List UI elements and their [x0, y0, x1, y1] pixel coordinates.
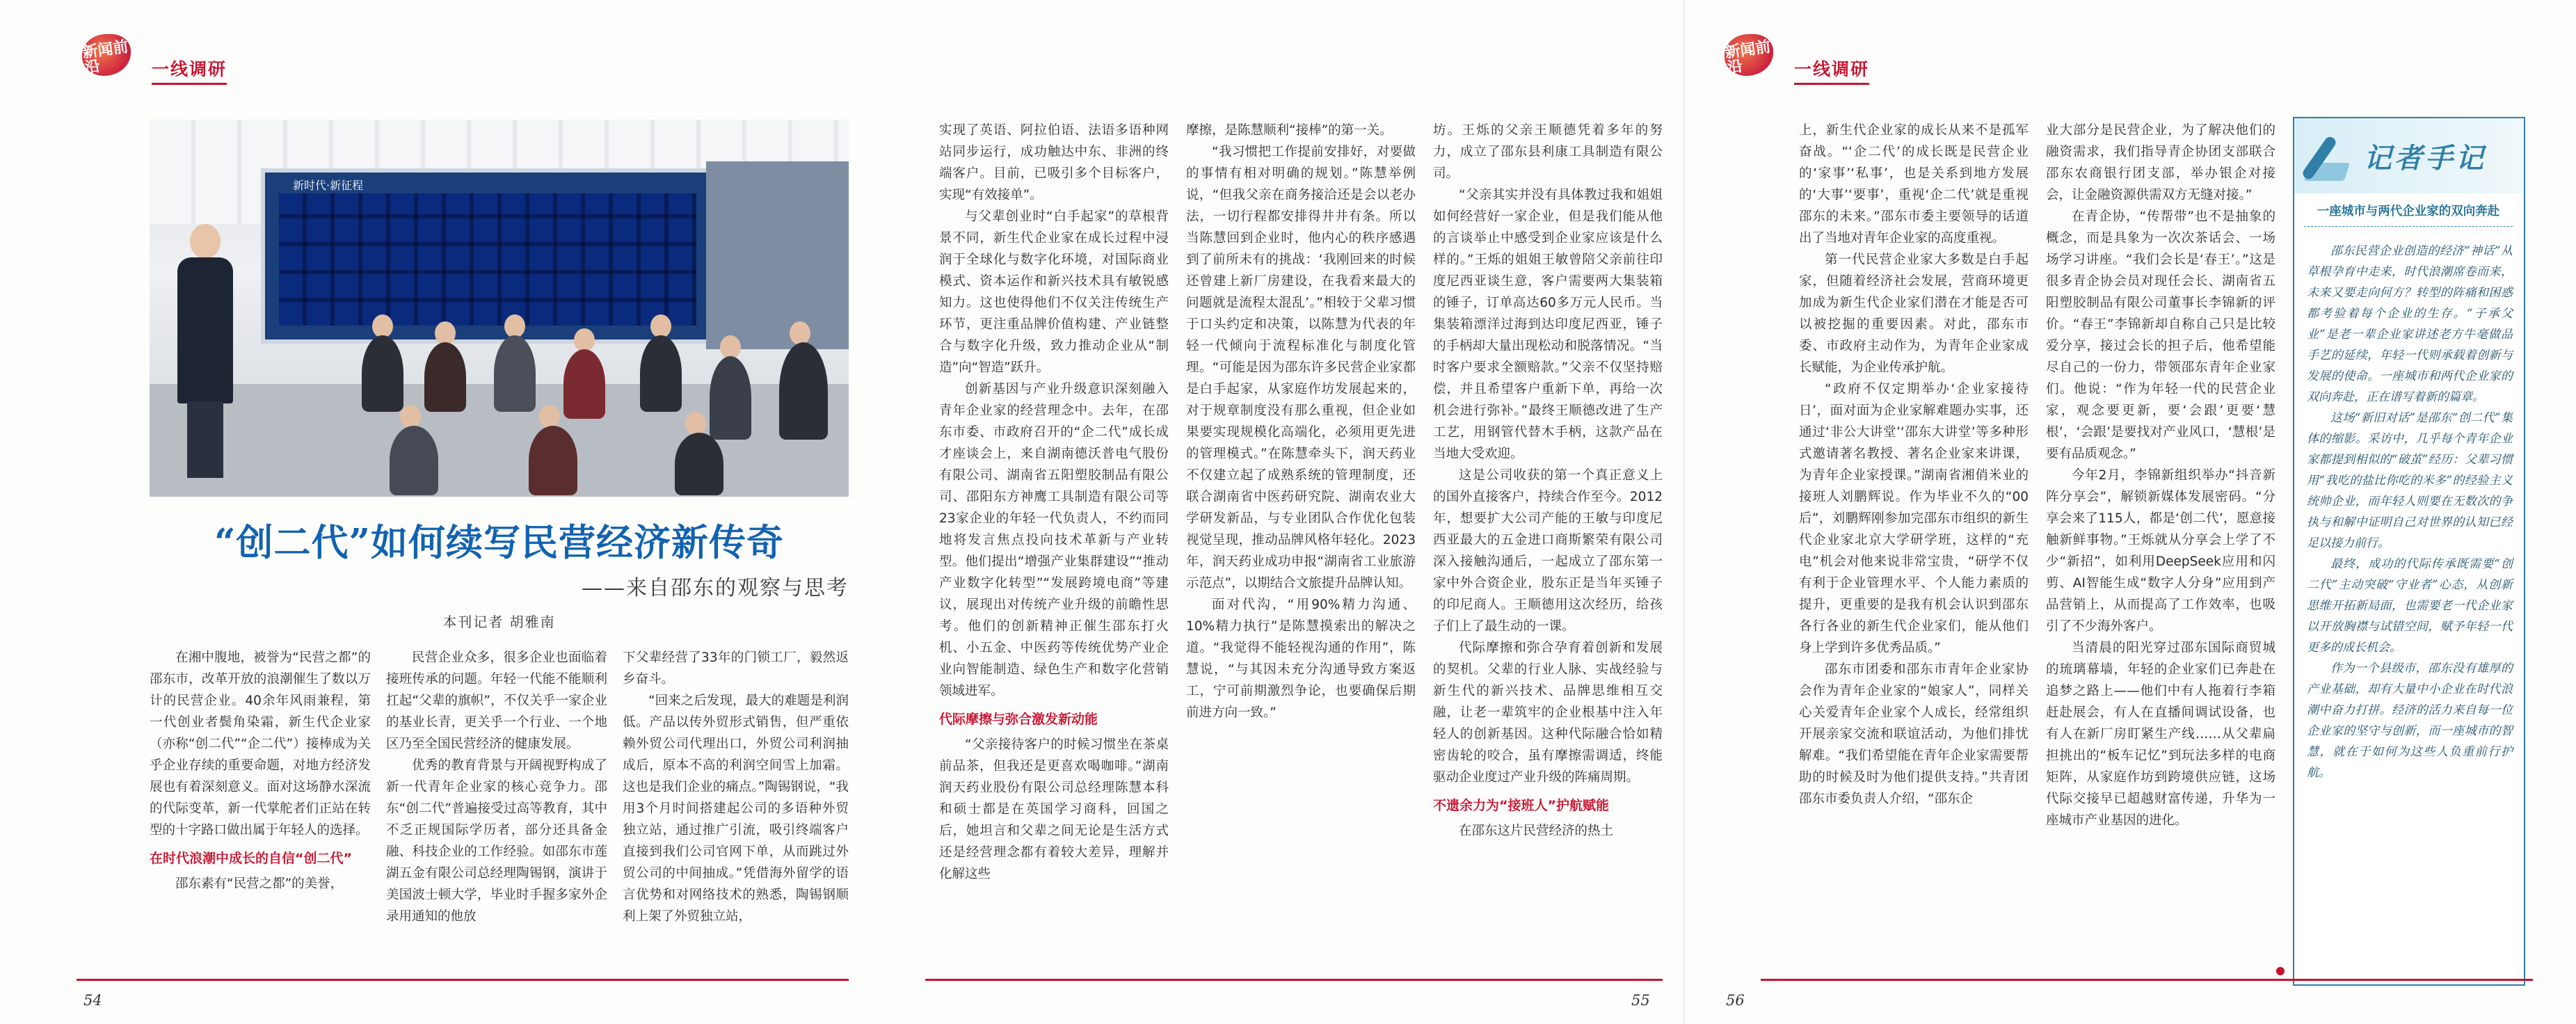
paragraph: 代际摩擦和弥合孕育着创新和发展的契机。父辈的行业人脉、实战经验与新生代的新兴技术、品牌思维相互交融，让老一辈筑牢的企业根基中注入年轻人的创新基因。这种代际融合恰如精密齿轮的咬合，虽有摩擦需调适，终能驱动企业度过产业升级的阵痛周期。: [1433, 641, 1663, 785]
subsection-heading: 不遗余力为“接班人”护航赋能: [1433, 798, 1609, 813]
right-page: [1683, 0, 2576, 1024]
footer-rule-right: [1761, 979, 2533, 981]
article-column-4: [939, 120, 1169, 974]
article-end-mark-icon: [2276, 967, 2285, 975]
sidebar-subtitle: 一座城市与两代企业家的双向奔赴: [2304, 202, 2513, 227]
sidebar-paragraph: 最终，成功的代际传承既需要“创二代”主动突破“守业者”心态，从创新思维开拓新局面，也需要老一代企业家以开放胸襟与试错空间，赋予年轻一代更多的成长机会。: [2307, 557, 2513, 655]
footer-rule-left: [77, 979, 849, 981]
section-header-right: [1719, 28, 1869, 85]
photo-speaker-figure: [177, 224, 233, 474]
paragraph: 民营企业众多，很多企业也面临着接班传承的问题。年轻一代能不能顺利扛起“父辈的旗帜”，不仅关乎一家企业的基业长青，更关乎一个行业、一个地区乃至全国民营经济的健康发展。: [386, 650, 607, 751]
photo-board-caption: 新时代·新征程: [293, 179, 364, 192]
ink-brush-icon: [2307, 128, 2355, 184]
paragraph: 优秀的教育背景与开阔视野构成了新一代青年企业家的核心竞争力。邵东“创二代”普遍接受过高等教育，其中不乏正规国际学历者，部分还具备金融、科技企业的工作经验。如邵东市莲湖五金有限公司总经理陶锡钢，演讲于美国波士顿大学，毕业时手握多家外企录用通知的他放: [386, 758, 607, 924]
article-column-1: [150, 647, 371, 974]
article-column-5: [1186, 120, 1416, 974]
paragraph: 实现了英语、阿拉伯语、法语多语种网站同步运行，成功触达中东、非洲的终端客户。目前，已吸引多个目标客户，实现“有效接单”。: [939, 123, 1169, 202]
section-title: 一线调研: [152, 56, 227, 85]
paragraph: 当清晨的阳光穿过邵东国际商贸城的琉璃幕墙，年轻的企业家们已奔赴在追梦之路上——他们中有人拖着行李箱赶赴展会，有人在直播间调试设备，也有人在新厂房盯紧生产线……从父辈扁担挑出的“板车记忆”到玩法多样的电商矩阵，从家庭作坊到跨境供应链，这场代际交接早已超越财富传递，升华为一座城市产业基因的进化。: [2046, 641, 2275, 828]
subsection-heading: 代际摩擦与弥合激发新动能: [939, 712, 1098, 727]
article-column-2: [386, 647, 607, 974]
paragraph: “父亲其实并没有具体教过我和姐姐如何经营好一家企业，但是我们能从他的言谈举止中感受到企业家应该是什么样的。”王烁的姐姐王敏曾陪父亲前往印度尼西亚谈生意，客户需要两大集装箱的锤子，订单高达60多万元人民币。当集装箱漂洋过海到达印度尼西亚，锤子的手柄却大量出现松动和脱落情况。“当时客户要求全额赔款。”父亲不仅坚持赔偿，并且希望客户重新下单，再给一次机会进行弥补。”最终王顺德改进了生产工艺，用钢管代替木手柄，这款产品在当地大受欢迎。: [1433, 188, 1663, 461]
paragraph: 上，新生代企业家的成长从来不是孤军奋战。“‘企二代’的成长既是民营企业的‘家事’‘私事’，也是关系到地方发展的‘大事’‘要事’，重视‘企二代’就是重视邵东的未来。”邵东市委主要领导的话道出了当地对青年企业家的高度重视。: [1799, 123, 2029, 246]
paragraph: 与父辈创业时“白手起家”的草根背景不同，新生代企业家在成长过程中浸润于全球化与数字化环境，对国际商业模式、资本运作和新兴技术具有敏锐感知力。这也使得他们不仅关注传统生产环节，更注重品牌价值构建、产业链整合与数字化升级，致力推动企业从“制造”向“智造”跃升。: [939, 209, 1169, 375]
paragraph: 邵东市团委和邵东市青年企业家协会作为青年企业家的“娘家人”，同样关心关爱青年企业家个人成长，经常组织开展亲家交流和联谊活动，为他们排忧解难。“我们希望能在青年企业家需要帮助的时候及时为他们提供支持。”共青团邵东市委负责人介绍，“邵东企: [1799, 662, 2029, 806]
article-column-6: [1433, 120, 1663, 974]
sidebar-body: [2307, 241, 2513, 783]
page-number-right: 56: [1726, 992, 1745, 1009]
paragraph: 这是公司收获的第一个真正意义上的国外直接客户，持续合作至今。2012年，想要扩大公司产能的王敏与印度尼西亚最大的五金进口商斯繁荣有限公司深入接触沟通后，一起成立了邵东第一家中外合资企业，股东正是当年买锤子的印尼商人。王顺德用这次经历，给孩子们上了最生动的一课。: [1433, 468, 1663, 634]
sidebar-paragraph: 邵东民营企业创造的经济“神话”从草根孕育中走来，时代浪潮席卷而来，未来又要走向何方？转型的阵痛和困惑都考验着每个企业的生存。“子承父业”是老一辈企业家讲述老方牛毫做品手艺的延续，年轻一代则承载着创新与发展的使命。一座城市和两代企业家的双向奔赴，正在谱写着新的篇章。: [2307, 244, 2513, 404]
reporter-notes-sidebar: [2293, 117, 2525, 986]
section-logo-text: 新闻前沿: [1724, 38, 1773, 77]
sidebar-paragraph: 这场“新旧对话”是邵东“创二代”集体的缩影。采访中，几乎每个青年企业家都提到相似的“破茧”经历：父辈习惯用“我吃的盐比你吃的米多”的经验主义统帅企业，而年轻人则要在无数次的争执与和解中证明自己对世界的认知已经足以接力前行。: [2307, 411, 2513, 550]
paragraph: 业大部分是民营企业，为了解决他们的融资需求，我们指导青企协团支部联合邵东农商银行团支部，举办银企对接会，让金融资源供需双方无缝对接。”: [2046, 123, 2275, 202]
paragraph: “政府不仅定期举办‘企业家接待日’，面对面为企业家解难题办实事，还通过‘非公大讲堂’‘邵东大讲堂’等多种形式邀请著名教授、著名企业家来讲课，为青年企业家授课。”湖南省湘俏米业的接班人刘鹏辉说。作为毕业不久的“00后”，刘鹏辉刚参加完邵东市组织的新生代企业家北京大学研学班，这样的“充电”机会对他来说非常宝贵，“研学不仅有利于企业管理水平、个人能力素质的提升，更重要的是我有机会认识到邵东各行各业的新生代企业家们，能从他们身上学到许多优秀品质。”: [1799, 382, 2029, 655]
paragraph: 在邵东这片民营经济的热土: [1459, 824, 1614, 838]
subsection-heading: 在时代浪潮中成长的自信“创二代”: [150, 851, 352, 866]
section-logo-text: 新闻前沿: [81, 38, 130, 77]
footer-rule-middle: [925, 979, 1663, 981]
article-column-8: [2046, 120, 2275, 979]
paragraph: 第一代民营企业家大多数是白手起家，但随着经济社会发展，营商环境更加成为新生代企业家们潜在才能是否可以被挖掘的重要因素。对此，邵东市委、市政府主动作为，为青年企业家成长赋能，为企业传承护航。: [1799, 253, 2029, 375]
page-number-left: 54: [83, 992, 102, 1009]
section-header: [77, 28, 227, 85]
paragraph: 坊。王烁的父亲王顺德凭着多年的努力，成立了邵东县利康工具制造有限公司。: [1433, 123, 1663, 181]
paragraph: 在青企协，“传帮带”也不是抽象的概念，而是具象为一次次茶话会、一场场学习讲座。“我们会长是‘春王’。”这是很多青企协会员对现任会长、湖南省五阳塑胶制品有限公司董事长李锦新的评价。“春王”李锦新却自称自己只是比较爱分享，接过会长的担子后，他希望能尽自己的一份力，带领邵东青年企业家们。他说：“作为年轻一代的民营企业家，观念要更新，要‘会跟’更要‘慧根’，‘会跟’是要找对产业风口，‘慧根’是要有品质观念。”: [2046, 209, 2275, 461]
paragraph: 邵东素有“民营之都”的美誉，: [175, 877, 344, 891]
article-column-3: [623, 647, 849, 974]
page-number-middle: 55: [1631, 992, 1650, 1009]
paragraph: 今年2月，李锦新组织举办“抖音新阵分享会”，解锁新媒体发展密码。“分享会来了115人，都是‘创二代’，愿意接触新鲜事物。”王烁就从分享会上学了不少“新招”，如利用DeepSeek应用和闪剪、AI智能生成“数字人分身”应用到产品营销上，从而提高了工作效率，也吸引了不少海外客户。: [2046, 468, 2275, 634]
section-title: 一线调研: [1794, 56, 1869, 85]
section-logo-right: [1719, 31, 1786, 81]
paragraph: 摩擦，是陈慧顺利“接棒”的第一关。: [1186, 123, 1393, 138]
photo-board-grid: [279, 193, 696, 326]
sidebar-header: [2294, 118, 2524, 193]
paragraph: 在湘中腹地，被誉为“民营之都”的邵东市，改革开放的浪潮催生了数以万计的民营企业。40余年风雨兼程，第一代创业者鬓角染霜，新生代企业家（亦称“创二代”“企二代”）接棒成为关乎企业存续的重要命题，对地方经济发展也有着深刻意义。面对这场静水深流的代际变革，新一代掌舵者们正站在转型的十字路口做出属于年轻人的选择。: [150, 650, 371, 838]
paragraph: 面对代沟，“用90%精力沟通、10%精力执行”是陈慧摸索出的解决之道。“我觉得不能轻视沟通的作用”，陈慧说，“与其因未充分沟通导致方案返工，宁可前期激烈争论，也要确保后期前进方向一致。”: [1186, 598, 1416, 720]
article-subheadline: ——来自邵东的观察与思考: [582, 576, 849, 600]
paragraph: 创新基因与产业升级意识深刻融入青年企业家的经营理念中。去年，在邵东市委、市政府召开的“企二代”成长成才座谈会上，来自湖南德沃普电气股份有限公司、湖南省五阳塑胶制品有限公司、邵阳东方神鹰工具制造有限公司等23家企业的年轻一代负责人，不约而同地将发言焦点投向技术革新与产业转型。他们提出“增强产业集群建设”“推动产业数字化转型”“发展跨境电商”等建议，展现出对传统产业升级的前瞻性思考。他们的创新精神正催生邵东打火机、小五金、中医药等传统优势产业企业向智能制造、绿色生产和数字化营销领域进军。: [939, 382, 1169, 698]
article-column-7: [1799, 120, 2029, 979]
paragraph: 下父辈经营了33年的门锁工厂，毅然返乡奋斗。: [623, 650, 849, 687]
article-headline: “创二代”如何续写民营经济新传奇: [214, 521, 784, 564]
section-logo: [77, 31, 143, 81]
sidebar-title: 记者手记: [2364, 142, 2486, 175]
photo-audience: [358, 314, 845, 495]
paragraph: “我习惯把工作提前安排好，对要做的事情有相对明确的规划。”陈慧举例说，“但我父亲在商务接洽还是会以老办法，一切行程都安排得井井有条。所以当陈慧回到企业时，他内心的秩序感遇到了前所未有的挑战：‘我刚回来的时候还曾建上新厂房建设，在我看来最大的问题就是流程太混乱’。”相较于父辈习惯于口头约定和决策，以陈慧为代表的年轻一代倾向于流程标准化与制度化管理。“可能是因为邵东许多民营企业家都是白手起家，从家庭作坊发展起来的，对于规章制度没有那么重视，但企业如果要实现规模化高端化，必须用更先进的管理模式。”在陈慧牵头下，润天药业不仅建立起了成熟系统的管理制度，还联合湖南省中医药研究院、湖南农业大学研发新品，与专业团队合作优化包装视觉呈现，推动品牌风格年轻化。2023年，润天药业成功申报“湖南省工业旅游示范点”，以期结合文旅提升品牌认知。: [1186, 145, 1416, 591]
paragraph: “回来之后发现，最大的难题是利润低。产品以传外贸形式销售，但严重依赖外贸公司代理出口，外贸公司利润抽成后，原本不高的利润空间雪上加霜。这也是我们企业的痛点。”陶锡钢说，“我用3个月时间搭建起公司的多语种外贸独立站，通过推广引流，吸引终端客户直接到我们公司官网下单，从而跳过外贸公司的中间抽成。”凭借海外留学的语言优势和对网络技术的熟悉，陶锡钢顺利上架了外贸独立站，: [623, 694, 849, 924]
sidebar-paragraph: 作为一个县级市，邵东没有雄厚的产业基础，却有大量中小企业在时代浪潮中奋力打拼。经济的活力来自每一位企业家的坚守与创新，而一座城市的智慧，就在于如何为这些人负重前行护航。: [2307, 662, 2513, 780]
article-photo: [150, 120, 849, 497]
article-byline: 本刊记者 胡雅南: [442, 614, 556, 630]
paragraph: “父亲接待客户的时候习惯坐在茶桌前品茶，但我还是更喜欢喝咖啡。”湖南润天药业股份有限公司总经理陈慧本科和硕士都是在英国学习商科，回国之后，她坦言和父辈之间无论是生活方式还是经营理念都有着较大差异，理解并化解这些: [939, 737, 1169, 881]
